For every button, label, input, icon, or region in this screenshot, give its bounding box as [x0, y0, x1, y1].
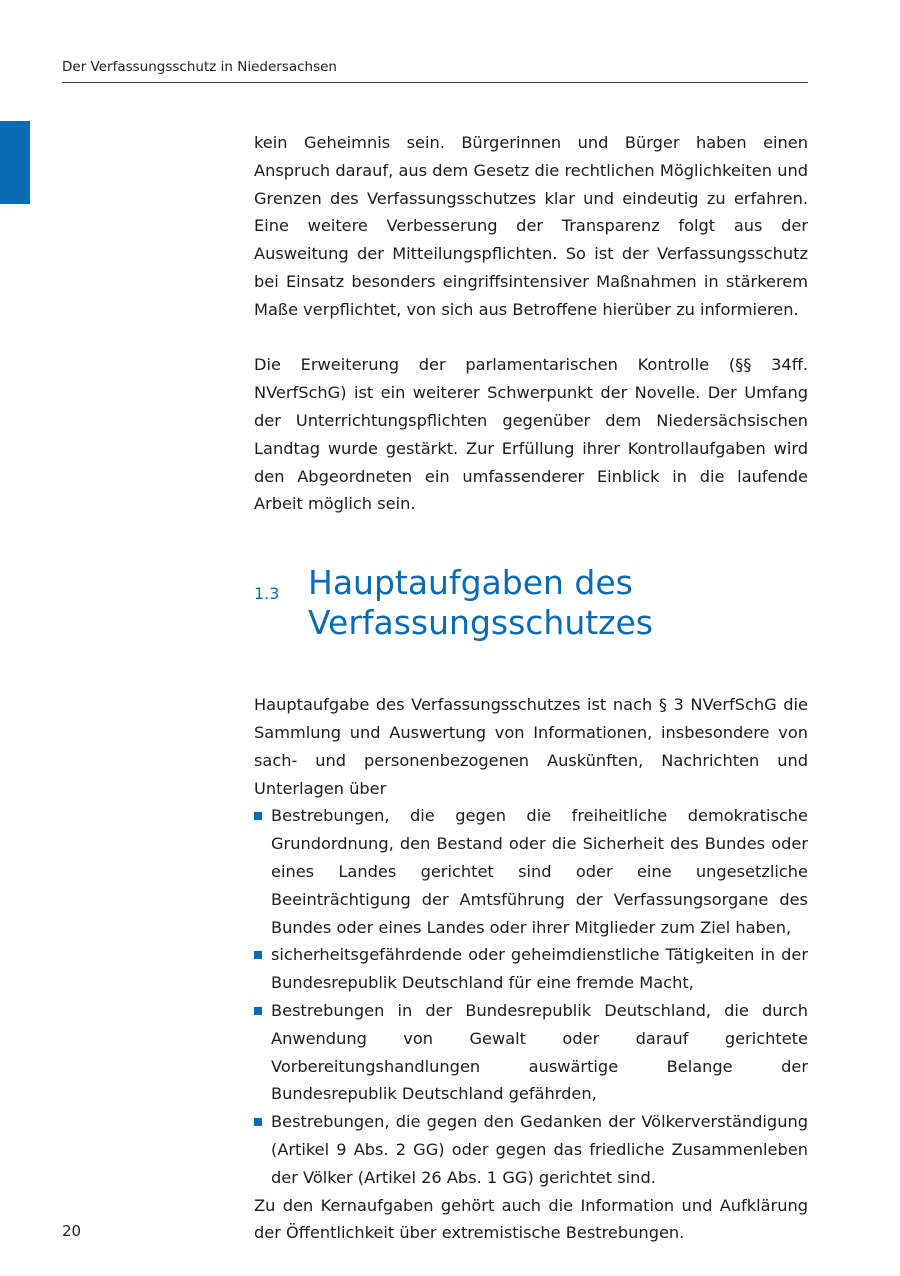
- running-header: [62, 58, 808, 83]
- main-content: [254, 129, 808, 1247]
- section-heading: [254, 563, 808, 655]
- paragraph-main-task-intro: Hauptaufgabe des Verfassungsschutzes ist nach § 3 NVerfSchG die Sammlung und Auswertung von Informationen, insbesondere von sach- und personenbezogenen Auskünften, Nachrichten und Unterlagen über: [254, 695, 808, 798]
- paragraph-parliamentary-control: Die Erweiterung der parlamentarischen Kontrolle (§§ 34ff. NVerfSchG) ist ein weiterer Schwerpunkt der Novelle. Der Umfang der Unterrichtungspflichten gegenüber dem Niedersächsischen Landtag wurde gestärkt. Zur Erfüllung ihrer Kontrollaufgaben wird den Abgeordneten ein umfassenderer Einblick in die laufende Arbeit möglich sein.: [254, 355, 808, 514]
- list-item: [254, 997, 808, 1108]
- chapter-tab-marker: [0, 121, 30, 204]
- square-bullet-icon: [254, 812, 262, 820]
- page-number: 20: [62, 1222, 82, 1240]
- list-item: [254, 1108, 808, 1191]
- list-item: [254, 802, 808, 941]
- list-item: [254, 941, 808, 997]
- section-title-line-1: Hauptaufgaben des: [308, 563, 633, 603]
- paragraph-core-tasks: Zu den Kernaufgaben gehört auch die Information und Aufklärung der Öffentlichkeit über extremistische Bestrebungen.: [254, 1195, 808, 1243]
- heading-spacer: [254, 655, 808, 691]
- square-bullet-icon: [254, 1118, 262, 1126]
- square-bullet-icon: [254, 1007, 262, 1015]
- task-bullet-list: [254, 802, 808, 1191]
- list-item-text: Bestrebungen, die gegen den Gedanken der Völkerverständigung (Artikel 9 Abs. 2 GG) oder gegen das friedliche Zusammenleben der Völker (Artikel 26 Abs. 1 GG) gerichtet sind.: [271, 1112, 808, 1187]
- square-bullet-icon: [254, 951, 262, 959]
- list-item-text: Bestrebungen, die gegen die freiheitliche demokratische Grundordnung, den Bestand oder die Sicherheit des Bundes oder eines Landes gerichtet sind oder eine ungesetzliche Beeinträchtigung der Amtsführung der Verfassungsorgane des Bundes oder eines Landes oder ihrer Mitglieder zum Ziel haben,: [271, 806, 808, 937]
- section-title: [308, 563, 808, 643]
- running-header-title: Der Verfassungsschutz in Niedersachsen: [62, 59, 337, 75]
- list-item-text: sicherheitsgefährdende oder geheimdienstliche Tätigkeiten in der Bundesrepublik Deutschland für eine fremde Macht,: [271, 945, 808, 993]
- section-title-line-2: Verfassungsschutzes: [308, 603, 654, 643]
- paragraph-spacer: [254, 324, 808, 352]
- list-item-text: Bestrebungen in der Bundesrepublik Deutschland, die durch Anwendung von Gewalt oder darauf gerichtete Vorbereitungshandlungen auswärtige Belange der Bundesrepublik Deutschland gefährden,: [271, 1000, 808, 1104]
- paragraph-transparency: kein Geheimnis sein. Bürgerinnen und Bürger haben einen Anspruch darauf, aus dem Gesetz die rechtlichen Möglichkeiten und Grenzen des Verfassungsschutzes klar und eindeutig zu erfahren. Eine weitere Verbesserung der Transparenz folgt aus der Ausweitung der Mitteilungspflichten. So ist der Verfassungsschutz bei Einsatz besonders eingriffsintensiver Maßnahmen in stärkerem Maße verpflichtet, von sich aus Betroffene hierüber zu informieren.: [254, 133, 808, 319]
- section-number: 1.3: [254, 584, 280, 604]
